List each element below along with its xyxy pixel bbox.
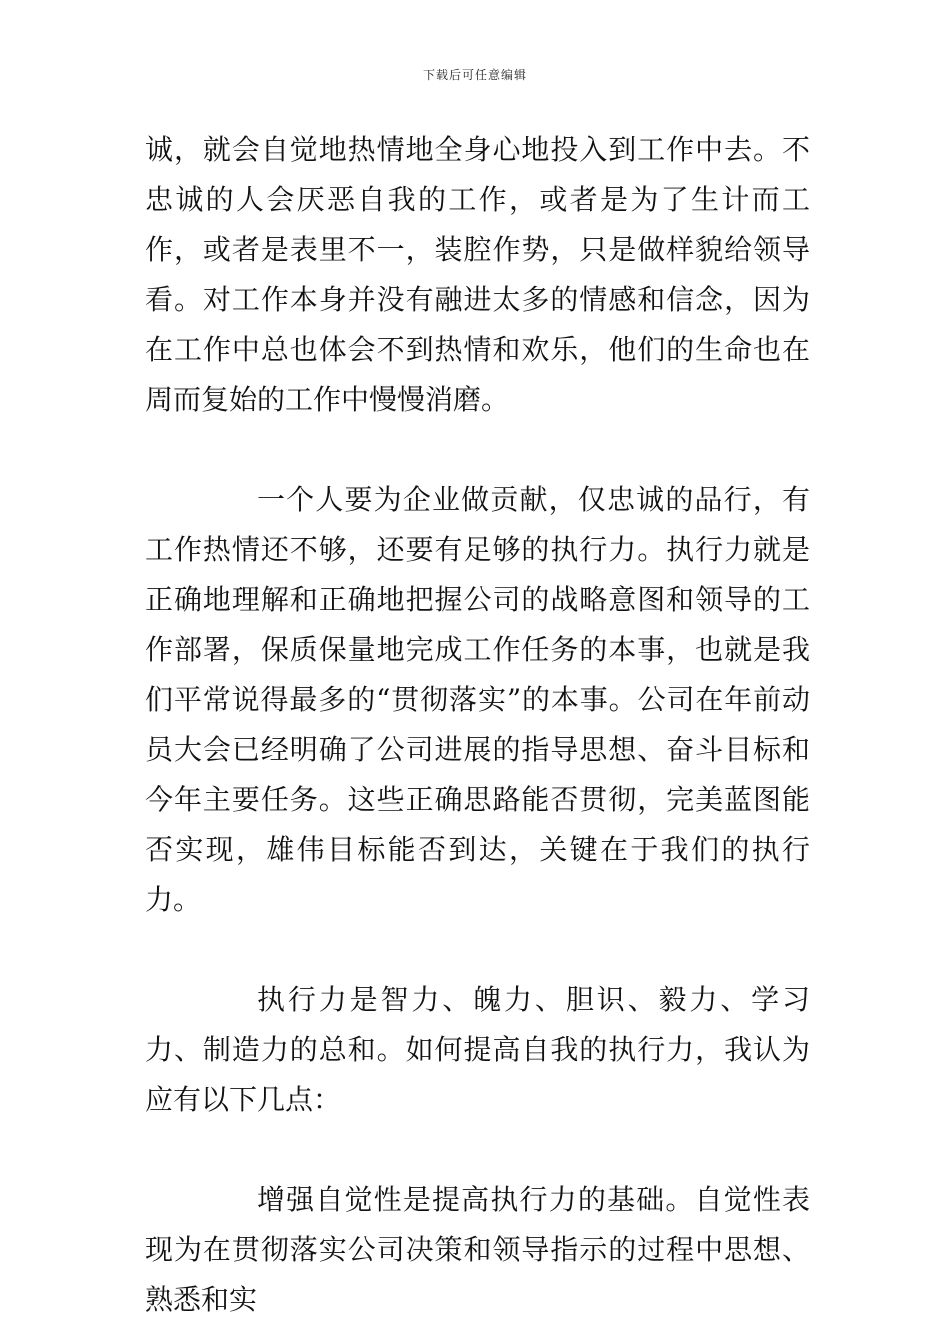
paragraph-1: 诚，就会自觉地热情地全身心地投入到工作中去。不忠诚的人会厌恶自我的工作，或者是为了生计而工作，或者是表里不一，装腔作势，只是做样貌给领导看。对工作本身并没有融进太多的情感和信念，因为在工作中总也体会不到热情和欢乐，他们的生命也在周而复始的工作中慢慢消磨。 (145, 133, 810, 416)
paragraph-4: 增强自觉性是提高执行力的基础。自觉性表现为在贯彻落实公司决策和领导指示的过程中思想、熟悉和实 (145, 1183, 810, 1316)
document-body (145, 125, 810, 1325)
paragraph-2: 一个人要为企业做贡献，仅忠诚的品行，有工作热情还不够，还要有足够的执行力。执行力就是正确地理解和正确地把握公司的战略意图和领导的工作部署，保质保量地完成工作任务的本事，也就是我们平常说得最多的“贯彻落实”的本事。公司在年前动员大会已经明确了公司进展的指导思想、奋斗目标和今年主要任务。这些正确思路能否贯彻，完美蓝图能否实现，雄伟目标能否到达，关键在于我们的执行力。 (145, 483, 810, 916)
paragraph-3: 执行力是智力、魄力、胆识、毅力、学习力、制造力的总和。如何提高自我的执行力，我认为应有以下几点： (145, 983, 810, 1116)
page-header: 下载后可任意编辑 (422, 68, 527, 82)
